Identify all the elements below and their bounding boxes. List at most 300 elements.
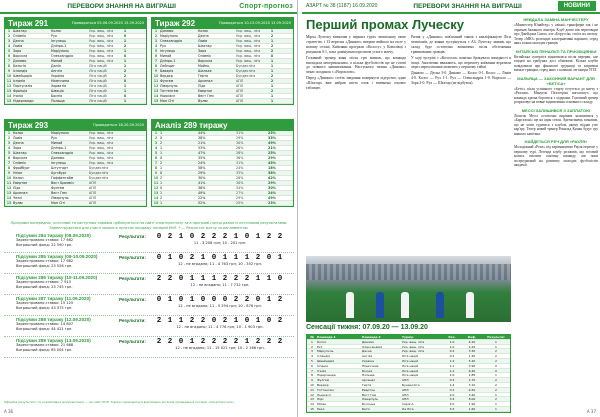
table-cell: Уніон bbox=[13, 171, 23, 175]
table-cell: Челсі bbox=[13, 196, 23, 200]
table-cell: 29% bbox=[236, 196, 244, 200]
table-cell: 2 bbox=[495, 387, 497, 392]
table-cell: X bbox=[160, 156, 163, 160]
table-cell: Ісландія bbox=[13, 69, 28, 73]
table-cell: 3:2 bbox=[449, 406, 455, 411]
paragraph: Головний тренер киян після гри визнав, що команда виглядала непереконливо, а кілька футболістів ще не готові до повного навантаження. Наступного тижня «Динамо» чекає поєдинок з «Ворсклою». bbox=[306, 55, 406, 75]
sportprognoz-logo: Спорт-прогноз bbox=[239, 2, 293, 10]
draw-date: Проводиться 10-13.09.2020 13.09.2020 bbox=[218, 21, 291, 25]
table-cell: 2 bbox=[160, 176, 163, 180]
table-cell: 2 bbox=[270, 89, 274, 93]
table-cell bbox=[119, 181, 131, 185]
table-cell: Україна bbox=[362, 358, 375, 363]
table-cell: Ліверпуль bbox=[362, 397, 379, 402]
table-cell: 2 bbox=[495, 397, 497, 402]
table-cell: Укр. вищ. ліга bbox=[89, 141, 114, 145]
news-title: НАЙДЕТЬСЯ РЕЧ ДЛЯ «РАУЛЯ» bbox=[524, 139, 588, 144]
table-cell: 4.50 bbox=[468, 387, 476, 392]
table-cell: 1 bbox=[270, 84, 274, 88]
table-cell: Бундесліга bbox=[89, 171, 109, 175]
table-cell bbox=[119, 166, 131, 170]
news-column bbox=[514, 17, 598, 171]
result-outcomes bbox=[155, 232, 285, 252]
table-cell: 14 bbox=[6, 196, 12, 200]
table-cell: Укр. вищ. ліга bbox=[236, 59, 261, 63]
table-cell: Швеція bbox=[51, 89, 64, 93]
result-sequence: 0 1 0 1 0 0 0 2 2 0 1 2 bbox=[156, 296, 284, 304]
table-cell: 1 bbox=[495, 392, 497, 397]
table-cell: АПЛ bbox=[89, 191, 97, 195]
table-cell: Польща bbox=[51, 99, 65, 103]
table-cell bbox=[119, 141, 131, 145]
table-cell: Десна bbox=[198, 34, 209, 38]
table-cell: Бундесліга bbox=[236, 64, 256, 68]
table-cell: Олімпік bbox=[198, 54, 212, 58]
table-cell: 1 bbox=[7, 29, 11, 33]
table-cell: АПЛ bbox=[89, 186, 97, 190]
table-cell: 58% bbox=[198, 166, 206, 170]
table-cell: 2 bbox=[311, 344, 313, 349]
table-cell: Укр. вищ. ліга bbox=[236, 49, 261, 53]
table-cell: АПЛ bbox=[402, 378, 409, 382]
table-cell: 8.00 bbox=[468, 397, 476, 402]
draw-title: Тираж 293 bbox=[8, 120, 49, 130]
table-cell: Кельн bbox=[13, 176, 24, 180]
table-cell: 6 bbox=[7, 54, 11, 58]
news-item bbox=[514, 139, 598, 168]
table-cell: X bbox=[123, 54, 127, 58]
table-cell: 47% bbox=[198, 151, 206, 155]
result-winnings: 12 - не вгадано; 11 - 7 732 грн. bbox=[190, 283, 250, 287]
table-cell: 15 bbox=[153, 99, 159, 103]
news-item bbox=[514, 17, 598, 46]
table-cell: Минай bbox=[51, 141, 63, 145]
results-label: Результати: bbox=[119, 255, 146, 260]
table-cell: X bbox=[160, 186, 163, 190]
table-cell: Евертон bbox=[362, 387, 375, 392]
article-headline: Перший промах Луческу bbox=[306, 17, 464, 32]
news-title: МЕССІ ЗАЛИШИВСЯ З ЗАПЛАТОЮ bbox=[521, 107, 591, 113]
table-cell: АПЛ bbox=[89, 196, 97, 200]
table-row bbox=[152, 201, 293, 206]
table-cell: 1 bbox=[160, 166, 163, 170]
table-cell: Нідерланди bbox=[317, 373, 336, 378]
table-cell: 1 bbox=[495, 373, 497, 378]
table-cell: 2 bbox=[270, 79, 274, 83]
stadium-stand bbox=[306, 264, 511, 280]
table-cell: Бундесліга bbox=[402, 382, 420, 387]
table-cell: Укр. вищ. ліга bbox=[89, 49, 114, 53]
table-cell: 3.90 bbox=[468, 363, 476, 368]
table-cell: 9 bbox=[7, 69, 11, 73]
table-cell: 13 bbox=[6, 89, 12, 93]
table-cell: Лідс bbox=[13, 186, 21, 190]
table-cell: Бундесліга bbox=[89, 166, 109, 170]
table-cell: Ворскла bbox=[198, 59, 213, 63]
table-cell: Маріуполь bbox=[51, 131, 70, 135]
draw-title: Тираж 292 bbox=[155, 18, 196, 28]
table-cell: 9 bbox=[7, 171, 11, 175]
table-cell: Аугсбург bbox=[51, 171, 67, 175]
result-bets: Зареєстровано ставок: 14 807 bbox=[16, 322, 74, 326]
table-cell: 24% bbox=[268, 191, 276, 195]
table-cell: 3 bbox=[7, 141, 11, 145]
table-cell: Бундесліга bbox=[236, 69, 256, 73]
table-cell: Львів bbox=[13, 44, 23, 48]
table-cell: Баварія bbox=[160, 69, 174, 73]
analysis-rows bbox=[151, 131, 294, 207]
table-cell: Укр. вищ. ліга bbox=[89, 34, 114, 38]
results-label: Результати: bbox=[119, 297, 146, 302]
table-cell: 4 bbox=[7, 146, 11, 150]
result-bets: Зареєстровано ставок: 21 668 bbox=[16, 343, 74, 347]
table-cell: 2 bbox=[7, 136, 11, 140]
table-cell: 12 bbox=[6, 84, 12, 88]
table-cell: Зоря bbox=[198, 49, 207, 53]
table-cell: 1:0 bbox=[449, 339, 455, 344]
table-cell: 0:3 bbox=[449, 378, 455, 382]
table-cell: Минай bbox=[51, 59, 63, 63]
table-cell: 3 bbox=[311, 349, 313, 354]
table-cell: Рух bbox=[317, 344, 323, 349]
table-cell: Ліга націй bbox=[402, 354, 419, 358]
table-cell: Зоря bbox=[13, 49, 22, 53]
table-cell: Укр. вищ. ліга bbox=[89, 136, 114, 140]
table-cell: Гоффенгайм bbox=[51, 176, 74, 180]
table-cell: АПЛ bbox=[236, 84, 244, 88]
table-cell: 7 bbox=[7, 59, 11, 63]
table-cell: 5 bbox=[7, 49, 11, 53]
table-cell: Евертон bbox=[13, 181, 28, 185]
table-cell bbox=[119, 201, 131, 205]
table-cell: 12 bbox=[153, 186, 159, 190]
table-cell: 2 bbox=[495, 382, 497, 387]
table-cell: Арсенал bbox=[198, 79, 213, 83]
news-text: Молодіжний «Реал» під керівництвом Рауля переміг у першому турі. Легенда клубу розповів, що готовий колись очолити основну команду, але поки зосереджений на розвитку молодих футболістів академії. bbox=[514, 145, 598, 167]
results-label: Результати: bbox=[119, 234, 146, 239]
table-cell: 12 bbox=[310, 392, 314, 397]
table-cell: 2 bbox=[154, 34, 158, 38]
table-cell: 24% bbox=[198, 161, 206, 165]
section-badge: НОВИНИ bbox=[558, 1, 596, 11]
table-cell: Вулвс bbox=[13, 201, 24, 205]
table-cell: 12 bbox=[153, 84, 159, 88]
table-cell: 25% bbox=[236, 201, 244, 205]
table-cell: 1 bbox=[160, 151, 163, 155]
table-cell: Маріуполь bbox=[160, 34, 179, 38]
table-cell: 6.10 bbox=[468, 339, 476, 344]
column-header: Команда 1 bbox=[317, 335, 336, 339]
table-cell: 53% bbox=[198, 146, 206, 150]
table-cell: 36% bbox=[198, 186, 206, 190]
result-outcomes bbox=[155, 253, 285, 273]
table-cell: 31% bbox=[236, 131, 244, 135]
table-cell: Вест Бромвіч bbox=[51, 181, 74, 185]
table-cell: Динамо bbox=[51, 156, 65, 160]
news-title: НЕВДАЛА ЗАМІНА МАНЧЕСТЕРУ bbox=[523, 17, 589, 22]
table-cell: 7 bbox=[311, 368, 313, 373]
table-cell: Англія bbox=[51, 69, 63, 73]
table-cell: 29% bbox=[268, 156, 276, 160]
table-cell: АПЛ bbox=[89, 201, 97, 205]
table-cell: Олександрія bbox=[362, 344, 383, 349]
table-cell: 1 bbox=[270, 99, 274, 103]
analysis-289 bbox=[151, 119, 294, 207]
table-cell: Укр. вищ. ліга bbox=[402, 349, 425, 354]
table-cell: Десна bbox=[13, 141, 24, 145]
issue-label: АЗАРТ № 38 (1187) 16.09.2020 bbox=[306, 3, 378, 9]
table-cell: Арсенал bbox=[13, 191, 28, 195]
table-cell: 1.40 bbox=[468, 354, 476, 358]
table-cell: 33% bbox=[268, 136, 276, 140]
table-cell: 2 bbox=[495, 349, 497, 354]
table-cell: Вест Гем bbox=[362, 392, 377, 397]
table-cell: 3 bbox=[154, 39, 158, 43]
table-cell: 15 bbox=[153, 201, 159, 205]
player-figure bbox=[436, 292, 444, 318]
table-cell: 2 bbox=[495, 358, 497, 363]
table-cell: Англія bbox=[362, 354, 373, 358]
table-cell: 1:0 bbox=[449, 344, 455, 349]
table-cell: 1 bbox=[270, 29, 274, 33]
table-cell: Герта bbox=[362, 382, 372, 387]
table-cell: X bbox=[270, 54, 274, 58]
table-cell: Іспанія bbox=[13, 79, 26, 83]
table-cell: Укр. вищ. ліга bbox=[236, 34, 261, 38]
table-cell: Укр. вищ. ліга bbox=[402, 339, 425, 344]
result-summary bbox=[4, 316, 119, 336]
table-cell: Ліга націй bbox=[89, 94, 107, 98]
table-cell: 26% bbox=[236, 146, 244, 150]
table-cell: 33% bbox=[236, 171, 244, 175]
table-cell: Ман Сіті bbox=[51, 201, 66, 205]
result-summary bbox=[4, 274, 119, 294]
table-cell: 1 bbox=[123, 29, 127, 33]
table-cell: 44% bbox=[198, 131, 206, 135]
table-cell: 2 bbox=[270, 74, 274, 78]
table-cell: АПЛ bbox=[402, 387, 409, 392]
page-number-left: A 36 bbox=[4, 409, 14, 414]
table-cell: Маріуполь bbox=[317, 349, 334, 354]
table-cell: Нідерланди bbox=[13, 99, 34, 103]
result-bets: Зареєстровано ставок: 7 913 bbox=[16, 280, 71, 284]
table-cell: Бундесліга bbox=[236, 74, 256, 78]
table-cell: 38% bbox=[268, 171, 276, 175]
table-cell: Вест Гем bbox=[198, 94, 214, 98]
table-cell: 1 bbox=[160, 131, 163, 135]
table-cell: Ліга націй bbox=[402, 358, 419, 363]
left-page-title: ПЕРЕВОРИ ЗНАННЯ НА ВИГРАШІ bbox=[67, 2, 176, 10]
table-cell: 21% bbox=[268, 146, 276, 150]
table-cell: 9 bbox=[154, 171, 158, 175]
draw-rows bbox=[4, 131, 147, 207]
result-summary bbox=[4, 337, 119, 357]
result-summary bbox=[4, 295, 119, 315]
table-cell: 34% bbox=[236, 186, 244, 190]
news-text: «Манчестер Юнайтед» у «вікні» трансферів так і не отримав бажаного вінгера. Клуб довго вів переговори про Джейдона Санчо, але «Боруссія» стоїть на своєму. Тепер «МЮ» розглядає альтернативні варіанти, серед яких кілька молодих гравців. bbox=[514, 23, 598, 45]
table-cell: 14 bbox=[153, 94, 159, 98]
table-cell: Італія bbox=[13, 94, 23, 98]
table-cell: Дніпро-1 bbox=[51, 44, 67, 48]
table-cell: Фулгем bbox=[317, 378, 329, 382]
result-title: Підсумки 287 тиражу (11.09.2020) bbox=[16, 296, 91, 301]
table-cell: Дніпро-1 bbox=[51, 146, 67, 150]
table-cell: 28% bbox=[236, 151, 244, 155]
news-title: КИТАЙСЬКІ ПЕНАЛЬТІ ТА ПРИОБІЦЯНКИ bbox=[515, 48, 597, 54]
table-cell: Ліверпуль bbox=[51, 196, 69, 200]
column-header: № bbox=[310, 335, 314, 339]
table-cell: 9 bbox=[154, 69, 158, 73]
table-cell: Інгулець bbox=[160, 49, 176, 53]
table-cell: Італія bbox=[317, 368, 327, 373]
table-cell: Ліга націй bbox=[89, 84, 107, 88]
table-cell: 1.60 bbox=[468, 406, 476, 411]
table-cell: 4 bbox=[7, 44, 11, 48]
draw-292 bbox=[151, 17, 294, 105]
table-cell: 15 bbox=[310, 406, 314, 411]
table-cell: 2 bbox=[495, 378, 497, 382]
table-cell: 5 bbox=[311, 358, 313, 363]
table-cell: 1 bbox=[160, 201, 163, 205]
table-cell: 6.40 bbox=[468, 368, 476, 373]
result-row bbox=[4, 274, 294, 295]
table-cell: Ліга націй bbox=[89, 74, 107, 78]
table-cell: 2 bbox=[270, 49, 274, 53]
table-cell bbox=[119, 146, 131, 150]
column-header: Команда 2 bbox=[362, 335, 381, 339]
result-outcomes bbox=[155, 337, 285, 357]
news-item bbox=[514, 108, 598, 137]
table-cell: Фулгем bbox=[51, 186, 65, 190]
table-cell: Десна bbox=[362, 349, 372, 354]
table-cell: Вест Гем bbox=[51, 191, 67, 195]
table-cell: 5 bbox=[154, 49, 158, 53]
table-cell: 1 bbox=[123, 49, 127, 53]
table-cell: 18% bbox=[268, 166, 276, 170]
player-figure bbox=[346, 292, 354, 318]
result-title: Підсумки 286 тиражу (10-11.09.2020) bbox=[16, 275, 98, 280]
table-cell: АПЛ bbox=[236, 79, 244, 83]
table-cell: Укр. вищ. ліга bbox=[402, 344, 425, 349]
table-cell: 6 bbox=[311, 363, 313, 368]
result-fund: Виграшний фонд: 22 590 грн. bbox=[16, 243, 73, 248]
news-text: Ліонель Мессі остаточно вирішив залишитися у «Барселоні» ще на один сезон. Аргентинець зазначив, що не хотів судитися з клубом, якому віддав усю кар'єру. Тепер новий тренер Рональд Куман будує гру навколо капітана. bbox=[514, 113, 598, 136]
table-cell: Рух bbox=[51, 136, 57, 140]
table-cell: Львів bbox=[13, 136, 23, 140]
table-cell: Минай bbox=[160, 54, 172, 58]
table-cell: 1 bbox=[7, 131, 11, 135]
table-cell: 11 bbox=[153, 181, 159, 185]
table-cell: 2 bbox=[123, 69, 127, 73]
table-cell: X bbox=[160, 136, 163, 140]
table-cell: Олімпік bbox=[13, 161, 27, 165]
column-header: Результат bbox=[487, 335, 505, 339]
table-cell: Ліга націй bbox=[402, 368, 419, 373]
table-cell: Олімпік bbox=[13, 34, 27, 38]
table-cell: 13 bbox=[153, 89, 159, 93]
table-cell: 1.70 bbox=[468, 378, 476, 382]
table-cell: X bbox=[494, 368, 498, 373]
result-title: Підсумки 289 тиражу (13.09.2020) bbox=[16, 338, 91, 343]
table-cell: Інгулець bbox=[51, 39, 67, 43]
table-cell: Колос bbox=[317, 339, 327, 344]
table-cell: 0 bbox=[160, 171, 163, 175]
results-label: Результати: bbox=[119, 276, 146, 281]
table-cell: 1 bbox=[495, 406, 497, 411]
table-cell: 49% bbox=[268, 196, 276, 200]
table-cell: 1:1 bbox=[449, 363, 455, 368]
table-cell: 0:2 bbox=[449, 349, 455, 354]
table-cell: 41% bbox=[198, 181, 206, 185]
table-cell: 1 bbox=[270, 59, 274, 63]
result-fund: Виграшний фонд: 43 375 грн. bbox=[16, 306, 73, 311]
results-label: Результати: bbox=[119, 339, 146, 344]
table-cell: Фрайбург bbox=[13, 166, 30, 170]
table-cell bbox=[119, 196, 131, 200]
draw-title: Тираж 291 bbox=[8, 18, 49, 28]
result-sequence: 0 2 1 0 2 2 2 1 0 1 2 2 bbox=[156, 233, 284, 241]
table-cell: 6 bbox=[7, 156, 11, 160]
results-list bbox=[4, 232, 294, 358]
table-cell: 1 bbox=[154, 29, 158, 33]
table-row bbox=[5, 201, 146, 206]
table-cell: 9 bbox=[311, 378, 313, 382]
paragraph: Ризик у «Динамо» пов'язаний також з кваліфікацією Ліги чемпіонів, де кияни зустрінуться з АЗ. Луческу заявив, що склад буде остаточно визначено після обстеження травмованих гравців. bbox=[411, 35, 511, 54]
sensations-table bbox=[306, 334, 511, 413]
table-cell: Португалія bbox=[13, 84, 33, 88]
table-cell: 1:4 bbox=[449, 382, 455, 387]
table-cell bbox=[119, 176, 131, 180]
table-cell: 0:1 bbox=[449, 354, 455, 358]
news-title: МАЛЬЯЦА — ЗАКОННИЙ ВАРІАНТ ДЛЯ «БЕТІСА» bbox=[517, 75, 595, 86]
result-title: Підсумки 288 тиражу (12.09.2020) bbox=[16, 317, 91, 322]
table-cell: 29% bbox=[268, 181, 276, 185]
table-cell: Іспанія bbox=[317, 363, 328, 368]
table-cell: 2 bbox=[160, 141, 163, 145]
table-cell: 7 bbox=[154, 161, 158, 165]
table-cell: Тоттенгем bbox=[160, 89, 179, 93]
table-cell: X bbox=[123, 79, 127, 83]
table-cell: 49% bbox=[268, 141, 276, 145]
table-cell: Укр. вищ. ліга bbox=[89, 161, 114, 165]
table-cell: 13 bbox=[6, 191, 12, 195]
article-column-1 bbox=[306, 35, 406, 92]
table-cell: 1 bbox=[160, 146, 163, 150]
table-cell: Динамо bbox=[13, 59, 27, 63]
table-cell: Олександрія bbox=[51, 151, 73, 155]
table-cell: Арсенал bbox=[362, 378, 376, 382]
result-summary bbox=[4, 253, 119, 273]
left-header bbox=[0, 0, 297, 14]
table-cell: 1.85 bbox=[468, 373, 476, 378]
table-cell: Дніпро-1 bbox=[160, 59, 176, 63]
table-cell: Ліга націй bbox=[89, 99, 107, 103]
table-cell: 8 bbox=[7, 166, 11, 170]
left-page bbox=[0, 0, 298, 417]
table-cell: X bbox=[123, 94, 127, 98]
news-text: Китайська суперліга відновилася після перерви, але глядачі на трибунах досі обмежені. Кілька клубів повідомили про фінансові труднощі та затримки виплат гравцям, серед яких є колишні легіонери УПЛ. bbox=[514, 54, 598, 72]
table-cell: 13 bbox=[153, 191, 159, 195]
table-cell: 10 bbox=[153, 74, 159, 78]
result-winnings: 12 - не вгадано; 11 - 4 763 грн; 10 - 352 грн. bbox=[178, 262, 262, 266]
table-cell: X bbox=[494, 363, 498, 368]
table-cell: 31% bbox=[236, 161, 244, 165]
table-cell: Колос bbox=[51, 29, 62, 33]
table-cell: Болонья bbox=[362, 402, 376, 406]
table-cell: 5.20 bbox=[468, 358, 476, 363]
table-cell: Рух bbox=[51, 34, 57, 38]
result-row bbox=[4, 253, 294, 274]
